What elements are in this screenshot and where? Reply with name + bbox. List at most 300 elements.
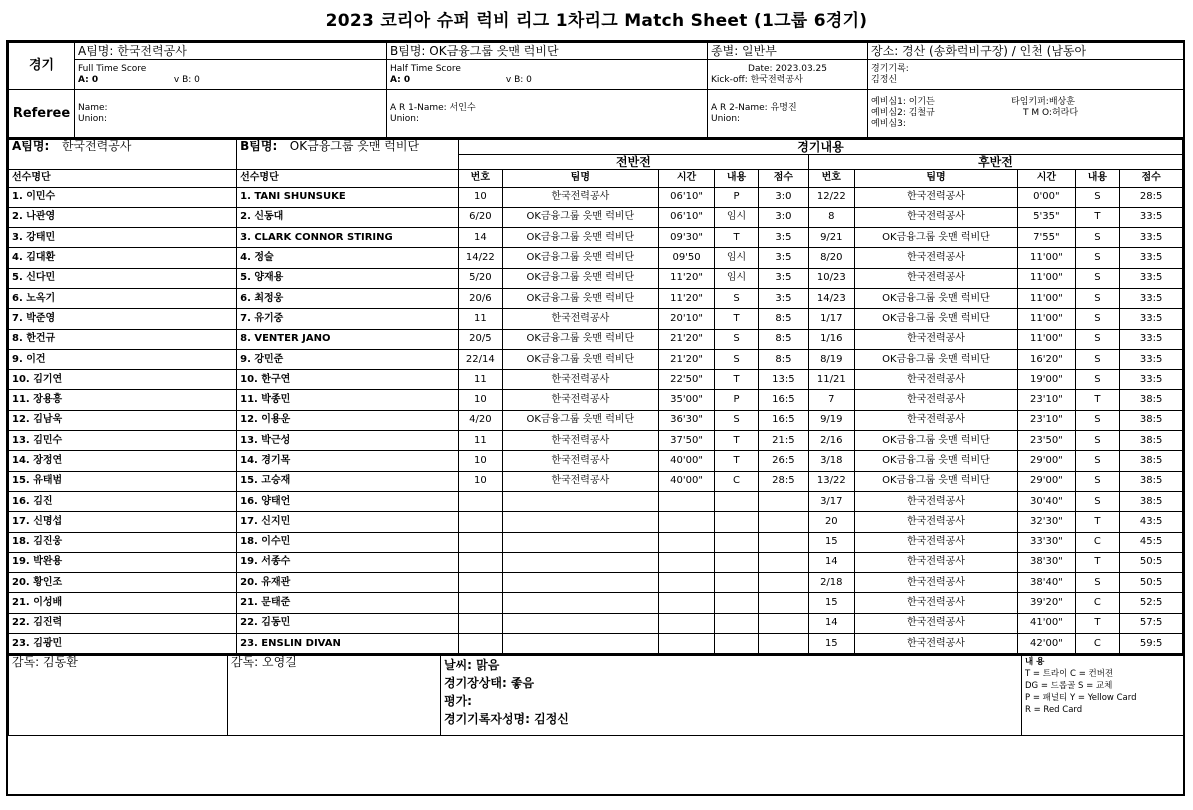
player-b: 8. VENTER JANO (237, 329, 459, 349)
table-row (9, 451, 1183, 471)
evaluation: 평가: (444, 694, 472, 709)
second-half-event-type: S (1075, 309, 1120, 329)
first-half-event-score: 3:5 (758, 288, 808, 308)
second-half-event-no: 8/20 (808, 248, 854, 268)
first-half-event-team: OK금융그룹 읏맨 럭비단 (502, 410, 658, 430)
first-half-event-no (458, 552, 502, 572)
first-half-event-team: 한국전력공사 (502, 390, 658, 410)
first-half-event-time (658, 491, 714, 511)
first-half-event-team: 한국전력공사 (502, 370, 658, 390)
referee-union: Union: (78, 113, 108, 124)
first-half-event-type: S (715, 349, 759, 369)
second-half-event-no: 10/23 (808, 268, 854, 288)
player-a: 23. 김광민 (9, 634, 237, 654)
player-a: 10. 김기연 (9, 370, 237, 390)
table-row (9, 329, 1183, 349)
legend-line: R = Red Card (1025, 705, 1083, 716)
category: 종별: 일반부 (708, 43, 868, 60)
halftime-b-label: v B: (505, 74, 524, 85)
second-half-event-time: 23'50" (1018, 431, 1075, 451)
second-half-event-score: 33:5 (1120, 207, 1183, 227)
second-half-event-time: 23'10" (1018, 410, 1075, 430)
first-half-event-time: 09'50 (658, 248, 714, 268)
players-b-header: 선수명단 (237, 169, 459, 187)
first-half-event-no: 14 (458, 228, 502, 248)
table-row (9, 410, 1183, 430)
first-half-event-type: T (715, 309, 759, 329)
second-half-event-type: S (1075, 471, 1120, 491)
team-a-title (9, 139, 237, 169)
second-half-event-type: S (1075, 410, 1120, 430)
first-half-event-team: OK금융그룹 읏맨 럭비단 (502, 248, 658, 268)
first-half-event-time (658, 593, 714, 613)
second-half-event-score: 33:5 (1120, 248, 1183, 268)
player-b: 3. CLARK CONNOR STIRING (237, 228, 459, 248)
first-half-event-type: S (715, 288, 759, 308)
first-half-event-no: 11 (458, 309, 502, 329)
first-half-event-score (758, 532, 808, 552)
second-half-event-time: 42'00" (1018, 634, 1075, 654)
first-half-event-type: P (715, 390, 759, 410)
second-half-event-time: 23'10" (1018, 390, 1075, 410)
player-a: 21. 이성배 (9, 593, 237, 613)
second-half-event-no: 15 (808, 532, 854, 552)
tmo: T M O:허라다 (1023, 108, 1079, 118)
second-half-event-no: 1/16 (808, 329, 854, 349)
first-half-event-no: 10 (458, 471, 502, 491)
first-half-event-score: 16:5 (758, 390, 808, 410)
second-half-event-type: S (1075, 370, 1120, 390)
second-half-event-team: OK금융그룹 읏맨 럭비단 (854, 451, 1018, 471)
first-half-event-score: 3:5 (758, 228, 808, 248)
first-half-event-score: 13:5 (758, 370, 808, 390)
second-half-event-team: OK금융그룹 읏맨 럭비단 (854, 288, 1018, 308)
player-b: 6. 최정웅 (237, 288, 459, 308)
first-half-event-no: 10 (458, 390, 502, 410)
first-half-event-time (658, 573, 714, 593)
second-half-event-score: 38:5 (1120, 390, 1183, 410)
first-half-event-time (658, 512, 714, 532)
second-half-event-type: S (1075, 491, 1120, 511)
second-half-event-time: 41'00" (1018, 613, 1075, 633)
first-half-event-no: 10 (458, 451, 502, 471)
second-half-event-no: 2/18 (808, 573, 854, 593)
second-half-col-header: 시간 (1018, 169, 1075, 187)
second-half-event-score: 38:5 (1120, 451, 1183, 471)
second-half-event-time: 11'00" (1018, 248, 1075, 268)
footer-table (8, 654, 1184, 736)
player-b: 4. 정술 (237, 248, 459, 268)
second-half-event-score: 57:5 (1120, 613, 1183, 633)
first-half-event-time: 21'20" (658, 349, 714, 369)
second-half-event-time: 19'00" (1018, 370, 1075, 390)
first-half-event-no: 4/20 (458, 410, 502, 430)
page-title: 2023 코리아 슈퍼 럭비 리그 1차리그 Match Sheet (1그룹 6경기) (325, 11, 868, 31)
first-half-col-header: 내용 (715, 169, 759, 187)
second-half-event-no: 14 (808, 613, 854, 633)
first-half-event-type: T (715, 228, 759, 248)
player-a: 18. 김진웅 (9, 532, 237, 552)
first-half-event-no: 5/20 (458, 268, 502, 288)
table-row (9, 634, 1183, 654)
player-a: 9. 이건 (9, 349, 237, 369)
second-half-event-time: 38'40" (1018, 573, 1075, 593)
first-half-event-type (715, 634, 759, 654)
second-half-event-type: S (1075, 431, 1120, 451)
match-content-heading: 경기내용 (458, 139, 1182, 154)
first-half-event-type (715, 573, 759, 593)
second-half-event-score: 45:5 (1120, 532, 1183, 552)
player-a: 15. 유태범 (9, 471, 237, 491)
recorder-label: 경기기록: (871, 63, 909, 74)
first-half-event-team (502, 491, 658, 511)
second-half-event-team: 한국전력공사 (854, 390, 1018, 410)
second-half-event-team: 한국전력공사 (854, 532, 1018, 552)
first-half-event-time: 06'10" (658, 187, 714, 207)
referee-name: Name: (78, 102, 108, 113)
second-half-event-team: 한국전력공사 (854, 410, 1018, 430)
second-half-event-score: 33:5 (1120, 329, 1183, 349)
second-half-event-no: 8/19 (808, 349, 854, 369)
first-half-event-no: 14/22 (458, 248, 502, 268)
player-b: 7. 유기중 (237, 309, 459, 329)
player-a: 11. 장용흥 (9, 390, 237, 410)
first-half-event-type (715, 552, 759, 572)
second-half-event-score: 59:5 (1120, 634, 1183, 654)
first-half-event-score (758, 512, 808, 532)
second-half-event-no: 20 (808, 512, 854, 532)
second-half-event-score: 50:5 (1120, 552, 1183, 572)
player-a: 12. 김남욱 (9, 410, 237, 430)
fulltime-b: 0 (194, 74, 200, 85)
second-half-event-time: 11'00" (1018, 268, 1075, 288)
player-a: 13. 김민수 (9, 431, 237, 451)
second-half-heading: 후반전 (808, 154, 1182, 169)
first-half-event-score (758, 593, 808, 613)
team-b-label: B팀명: (240, 139, 278, 153)
first-half-event-score (758, 552, 808, 572)
reserve2: 예비심2: 김철규 (871, 108, 935, 118)
player-a: 2. 나관영 (9, 207, 237, 227)
first-half-event-type: T (715, 370, 759, 390)
first-half-event-type (715, 512, 759, 532)
first-half-event-team: OK금융그룹 읏맨 럭비단 (502, 349, 658, 369)
recorder-info (868, 60, 1184, 90)
team-a-label: A팀명: (12, 139, 50, 153)
player-b: 22. 김동민 (237, 613, 459, 633)
second-half-event-time: 11'00" (1018, 288, 1075, 308)
reserve1: 예비심1: 이기든 (871, 97, 935, 107)
kickoff: Kick-off: 한국전력공사 (711, 74, 803, 85)
player-b: 20. 유재관 (237, 573, 459, 593)
second-half-event-time: 32'30" (1018, 512, 1075, 532)
second-half-col-header: 점수 (1120, 169, 1183, 187)
first-half-event-score: 3:0 (758, 207, 808, 227)
table-row (9, 370, 1183, 390)
player-b: 17. 신지민 (237, 512, 459, 532)
date-kickoff (708, 60, 868, 90)
first-half-event-no: 20/6 (458, 288, 502, 308)
player-b: 14. 경기목 (237, 451, 459, 471)
second-half-event-team: OK금융그룹 읏맨 럭비단 (854, 309, 1018, 329)
second-half-event-type: S (1075, 329, 1120, 349)
table-row (9, 207, 1183, 227)
second-half-event-score: 50:5 (1120, 573, 1183, 593)
ar2-info (708, 90, 868, 138)
first-half-event-time: 35'00" (658, 390, 714, 410)
second-half-event-score: 28:5 (1120, 187, 1183, 207)
first-half-event-time: 06'10" (658, 207, 714, 227)
first-half-event-team: OK금융그룹 읏맨 럭비단 (502, 329, 658, 349)
first-half-event-type (715, 613, 759, 633)
first-half-event-time: 20'10" (658, 309, 714, 329)
table-row (9, 491, 1183, 511)
player-a: 19. 박완용 (9, 552, 237, 572)
table-row (9, 309, 1183, 329)
first-half-col-header: 시간 (658, 169, 714, 187)
first-half-event-time: 11'20" (658, 268, 714, 288)
second-half-event-score: 33:5 (1120, 349, 1183, 369)
second-half-event-no: 1/17 (808, 309, 854, 329)
second-half-event-time: 16'20" (1018, 349, 1075, 369)
second-half-event-no: 7 (808, 390, 854, 410)
second-half-event-type: T (1075, 390, 1120, 410)
first-half-event-time (658, 634, 714, 654)
team-b-header: B팀명: OK금융그룹 읏맨 럭비단 (387, 43, 708, 60)
match-sheet (6, 40, 1185, 796)
reserve-officials (868, 90, 1184, 138)
first-half-event-no (458, 593, 502, 613)
recorder-name: 김정신 (871, 74, 898, 85)
table-row (9, 573, 1183, 593)
table-row (9, 248, 1183, 268)
second-half-event-time: 38'30" (1018, 552, 1075, 572)
table-row (9, 268, 1183, 288)
fulltime-a: A: 0 (78, 74, 99, 85)
player-a: 16. 김진 (9, 491, 237, 511)
second-half-event-team: OK금융그룹 읏맨 럭비단 (854, 228, 1018, 248)
table-row (9, 532, 1183, 552)
first-half-event-type: 임시 (715, 268, 759, 288)
second-half-event-no: 3/18 (808, 451, 854, 471)
first-half-event-score: 16:5 (758, 410, 808, 430)
second-half-event-team: 한국전력공사 (854, 573, 1018, 593)
first-half-event-score: 26:5 (758, 451, 808, 471)
player-b: 23. ENSLIN DIVAN (237, 634, 459, 654)
player-a: 20. 황인조 (9, 573, 237, 593)
first-half-event-score: 3:0 (758, 187, 808, 207)
legend-title: 내 용 (1025, 657, 1045, 668)
first-half-event-time (658, 552, 714, 572)
first-half-event-time: 37'50" (658, 431, 714, 451)
venue: 장소: 경산 (송화럭비구장) / 인천 (남동아 (868, 43, 1184, 60)
second-half-event-no: 9/19 (808, 410, 854, 430)
players-events-table (8, 138, 1183, 654)
table-row (9, 613, 1183, 633)
first-half-event-team: 한국전력공사 (502, 431, 658, 451)
second-half-event-no: 11/21 (808, 370, 854, 390)
first-half-event-no (458, 512, 502, 532)
player-b: 18. 이수민 (237, 532, 459, 552)
player-a: 14. 장정연 (9, 451, 237, 471)
first-half-event-type: P (715, 187, 759, 207)
second-half-event-team: 한국전력공사 (854, 634, 1018, 654)
player-b: 19. 서종수 (237, 552, 459, 572)
first-half-event-score: 3:5 (758, 268, 808, 288)
halftime-score (387, 60, 708, 90)
first-half-event-time: 36'30" (658, 410, 714, 430)
second-half-event-team: 한국전력공사 (854, 207, 1018, 227)
ar2-union: Union: (711, 113, 741, 124)
first-half-event-type (715, 593, 759, 613)
first-half-event-type (715, 491, 759, 511)
second-half-event-type: T (1075, 613, 1120, 633)
player-b: 9. 강민준 (237, 349, 459, 369)
second-half-event-no: 15 (808, 593, 854, 613)
first-half-event-no (458, 634, 502, 654)
first-half-event-team: OK금융그룹 읏맨 럭비단 (502, 228, 658, 248)
weather: 날씨: 맑음 (444, 658, 500, 673)
player-b: 15. 고승재 (237, 471, 459, 491)
second-half-event-type: S (1075, 248, 1120, 268)
table-row (9, 228, 1183, 248)
first-half-event-team (502, 634, 658, 654)
second-half-event-score: 33:5 (1120, 268, 1183, 288)
second-half-col-header: 번호 (808, 169, 854, 187)
second-half-event-type: S (1075, 228, 1120, 248)
first-half-event-score (758, 491, 808, 511)
first-half-event-team (502, 532, 658, 552)
first-half-event-type: 임시 (715, 207, 759, 227)
first-half-event-no: 11 (458, 370, 502, 390)
second-half-event-no: 14 (808, 552, 854, 572)
second-half-event-type: S (1075, 288, 1120, 308)
field-condition: 경기장상태: 좋음 (444, 676, 535, 691)
second-half-event-time: 39'20" (1018, 593, 1075, 613)
player-a: 7. 박준영 (9, 309, 237, 329)
first-half-event-time: 40'00" (658, 451, 714, 471)
coach-b: 감독: 오영길 (228, 655, 441, 735)
first-half-event-score: 8:5 (758, 329, 808, 349)
second-half-event-team: 한국전력공사 (854, 491, 1018, 511)
first-half-event-type: S (715, 329, 759, 349)
ar2-name: A R 2-Name: 유명진 (711, 102, 797, 113)
player-a: 3. 강태민 (9, 228, 237, 248)
halftime-a: A: 0 (390, 74, 411, 85)
ar1-union: Union: (390, 113, 420, 124)
table-row (9, 593, 1183, 613)
team-b-title (237, 139, 459, 169)
timekeeper: 타임키퍼:배상훈 (1011, 97, 1075, 107)
first-half-event-no (458, 491, 502, 511)
first-half-event-no (458, 613, 502, 633)
second-half-event-team: OK금융그룹 읏맨 럭비단 (854, 431, 1018, 451)
second-half-event-no: 9/21 (808, 228, 854, 248)
players-a-header: 선수명단 (9, 169, 237, 187)
second-half-event-team: 한국전력공사 (854, 552, 1018, 572)
first-half-event-no: 10 (458, 187, 502, 207)
match-label: 경기 (9, 43, 75, 90)
second-half-event-team: OK금융그룹 읏맨 럭비단 (854, 349, 1018, 369)
second-half-event-score: 38:5 (1120, 431, 1183, 451)
player-a: 4. 김대환 (9, 248, 237, 268)
fulltime-score (75, 60, 387, 90)
coach-a: 감독: 김동환 (9, 655, 228, 735)
match-conditions (441, 655, 1022, 735)
second-half-event-no: 8 (808, 207, 854, 227)
second-half-event-type: S (1075, 187, 1120, 207)
halftime-label: Half Time Score (390, 63, 461, 74)
second-half-event-score: 38:5 (1120, 471, 1183, 491)
player-b: 21. 문태준 (237, 593, 459, 613)
second-half-event-score: 52:5 (1120, 593, 1183, 613)
first-half-event-team (502, 573, 658, 593)
first-half-col-header: 번호 (458, 169, 502, 187)
first-half-event-team (502, 613, 658, 633)
second-half-event-score: 38:5 (1120, 410, 1183, 430)
referee-label: Referee (9, 90, 75, 138)
referee-info (75, 90, 387, 138)
first-half-event-type (715, 532, 759, 552)
fulltime-label: Full Time Score (78, 63, 147, 74)
first-half-event-no: 20/5 (458, 329, 502, 349)
first-half-event-team: OK금융그룹 읏맨 럭비단 (502, 288, 658, 308)
second-half-event-time: 11'00" (1018, 309, 1075, 329)
fulltime-b-label: v B: (173, 74, 192, 85)
player-a: 22. 김진력 (9, 613, 237, 633)
second-half-event-no: 13/22 (808, 471, 854, 491)
first-half-event-time: 22'50" (658, 370, 714, 390)
second-half-event-type: C (1075, 593, 1120, 613)
player-a: 8. 한건규 (9, 329, 237, 349)
second-half-event-time: 29'00" (1018, 471, 1075, 491)
first-half-event-score: 28:5 (758, 471, 808, 491)
table-row (9, 390, 1183, 410)
second-half-event-score: 33:5 (1120, 228, 1183, 248)
second-half-event-time: 11'00" (1018, 329, 1075, 349)
second-half-event-team: 한국전력공사 (854, 187, 1018, 207)
table-row (9, 431, 1183, 451)
first-half-event-team: OK금융그룹 읏맨 럭비단 (502, 207, 658, 227)
first-half-event-no (458, 532, 502, 552)
team-b-name: OK금융그룹 읏맨 럭비단 (289, 139, 420, 153)
first-half-event-time: 40'00" (658, 471, 714, 491)
first-half-event-score: 8:5 (758, 309, 808, 329)
first-half-event-time: 11'20" (658, 288, 714, 308)
second-half-event-no: 12/22 (808, 187, 854, 207)
player-a: 6. 노옥기 (9, 288, 237, 308)
first-half-event-score (758, 634, 808, 654)
second-half-event-time: 33'30" (1018, 532, 1075, 552)
match-info-table (8, 42, 1184, 138)
table-row (9, 471, 1183, 491)
first-half-heading: 전반전 (458, 154, 808, 169)
first-half-event-time (658, 532, 714, 552)
second-half-col-header: 내용 (1075, 169, 1120, 187)
first-half-col-header: 점수 (758, 169, 808, 187)
player-a: 17. 신명섭 (9, 512, 237, 532)
first-half-event-team (502, 552, 658, 572)
player-a: 1. 이민수 (9, 187, 237, 207)
reserve3: 예비심3: (871, 119, 906, 129)
table-row (9, 512, 1183, 532)
first-half-event-type: S (715, 410, 759, 430)
player-b: 2. 신동대 (237, 207, 459, 227)
second-half-event-score: 38:5 (1120, 491, 1183, 511)
legend-line: DG = 드롭골 S = 교체 (1025, 681, 1113, 692)
second-half-event-score: 33:5 (1120, 309, 1183, 329)
first-half-event-no: 22/14 (458, 349, 502, 369)
